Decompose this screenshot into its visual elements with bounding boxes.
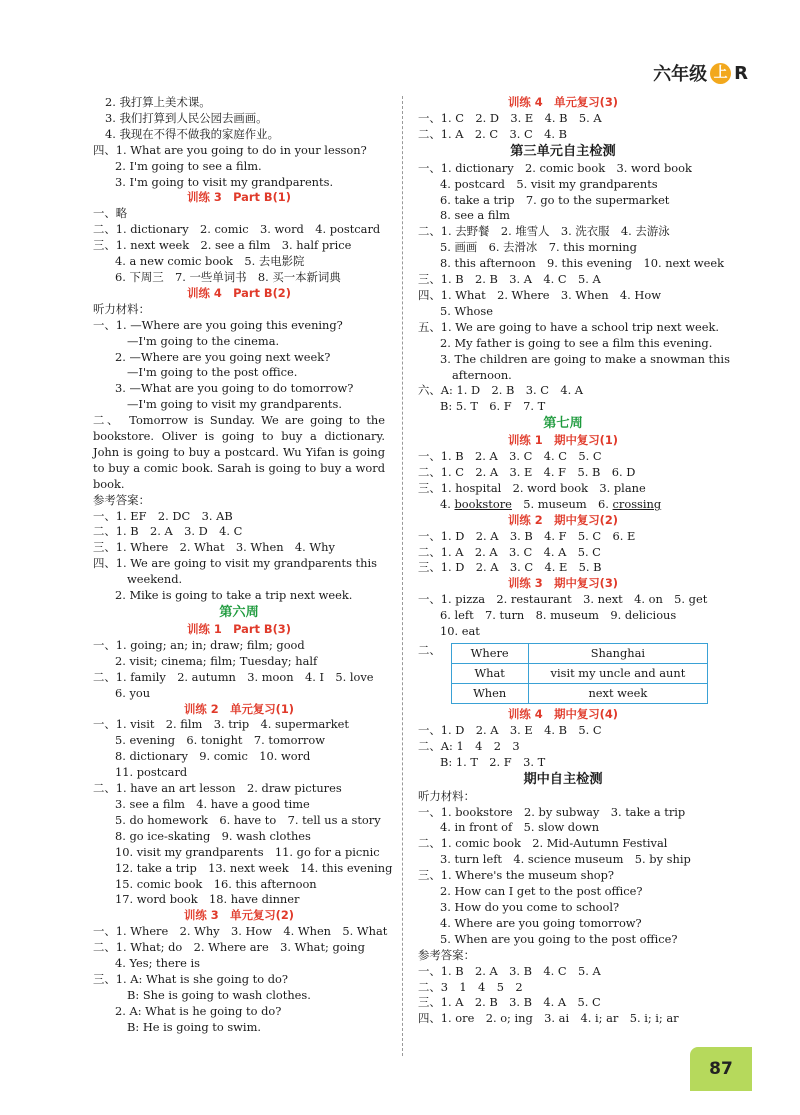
text-line: 参考答案：	[93, 492, 150, 507]
text-line: 一、1. B 2. A 3. B 4. C 5. A	[418, 963, 601, 978]
text-line: —I'm going to the post office.	[127, 365, 298, 380]
text-line: 4. Yes; there is	[115, 956, 201, 971]
text-line: 一、1. D 2. A 3. B 4. F 5. C 6. E	[418, 528, 636, 543]
text-line: 8. this afternoon 9. this evening 10. next week	[440, 256, 725, 271]
text-line: 2. A: What is he going to do?	[115, 1003, 282, 1018]
text-line: 二、1. A 2. C 3. C 4. B	[418, 126, 567, 141]
text-line: 2. 我打算上美术课。	[105, 95, 211, 109]
text-line: 一、1. dictionary 2. comic book 3. word book	[418, 160, 692, 175]
text-line: 3. 我们打算到人民公园去画画。	[105, 110, 268, 125]
section-heading: 训练 1 Part B(3)	[187, 622, 291, 636]
table-block	[418, 643, 708, 704]
text-line: 二、3 1 4 5 2	[418, 979, 523, 994]
text-line: 三、1. A 2. B 3. B 4. A 5. C	[418, 995, 601, 1010]
grade-suffix: R	[734, 62, 748, 84]
text-line: 三、1. Where 2. What 3. When 4. Why	[93, 540, 335, 555]
page-number: 87	[690, 1047, 752, 1091]
text-line: —I'm going to the cinema.	[127, 333, 280, 348]
table-cell: Where	[451, 644, 528, 664]
section-heading: 训练 2 期中复习(2)	[508, 512, 618, 527]
text-line: 4. Where are you going tomorrow?	[440, 915, 642, 930]
text-line: 一、1. visit 2. film 3. trip 4. supermarket	[93, 717, 349, 732]
underlined-word: bookstore	[454, 496, 512, 511]
text-line: 5. When are you going to the post office?	[440, 931, 678, 946]
text-line: 4. postcard 5. visit my grandparents	[440, 176, 658, 191]
midterm-test-heading: 期中自主检测	[523, 771, 603, 787]
listening-paragraph: 二、 Tomorrow is Sunday. We are going to the bookstore. Oliver is going to buy a dictionary. John is going to buy a postcard. Wu Yifan is going to buy a comic book. Sarah is going to buy a word book.	[93, 413, 385, 491]
table-row	[451, 684, 707, 704]
text-line: 四、1. What 2. Where 3. When 4. How	[418, 287, 661, 302]
text-line: 6. left 7. turn 8. museum 9. delicious	[440, 608, 677, 623]
table-cell: Shanghai	[528, 644, 707, 664]
text-line: 一、1. EF 2. DC 3. AB	[93, 508, 233, 523]
text-line: 四、1. ore 2. o; ing 3. ai 4. i; ar 5. i; i; ar	[418, 1011, 679, 1026]
table-row	[451, 664, 707, 684]
column-divider	[402, 96, 403, 1056]
text-line: 二、1. A 2. A 3. C 4. A 5. C	[418, 544, 601, 559]
text-line: B: 5. T 6. F 7. T	[440, 399, 546, 414]
text-line: 四、1. What are you going to do in your lesson?	[93, 142, 367, 157]
text-line: 五、1. We are going to have a school trip next week.	[418, 319, 720, 334]
text-line: 一、1. C 2. D 3. E 4. B 5. A	[418, 110, 602, 125]
text-line: 2. My father is going to see a film this evening.	[440, 335, 713, 350]
text-line: 10. eat	[440, 624, 480, 639]
text-line: 一、1. pizza 2. restaurant 3. next 4. on 5. get	[418, 592, 708, 607]
text-line: 5. evening 6. tonight 7. tomorrow	[115, 733, 325, 748]
text-line: 三、1. B 2. B 3. A 4. C 5. A	[418, 272, 601, 287]
text-line: 三、1. Where's the museum shop?	[418, 868, 615, 883]
text-line: 3. —What are you going to do tomorrow?	[115, 381, 354, 396]
text-line: 一、1. D 2. A 3. E 4. B 5. C	[418, 722, 602, 737]
text-line: 二、1. 去野餐 2. 堆雪人 3. 洗衣服 4. 去游泳	[418, 224, 670, 239]
text-line: 六、A: 1. D 2. B 3. C 4. A	[418, 383, 584, 398]
text-line: 3. How do you come to school?	[440, 899, 620, 914]
text-line: B: He is going to swim.	[127, 1019, 261, 1034]
text-line: 二、1. dictionary 2. comic 3. word 4. postcard	[93, 222, 381, 237]
text-line	[418, 497, 708, 513]
text-line: 三、1. hospital 2. word book 3. plane	[418, 480, 646, 495]
text-line: 二、1. family 2. autumn 3. moon 4. I 5. love	[93, 669, 374, 684]
text-line: afternoon.	[452, 367, 512, 382]
text-line: 2. I'm going to see a film.	[115, 158, 262, 173]
text-line: 3. turn left 4. science museum 5. by ship	[440, 852, 691, 867]
text-line: 10. visit my grandparents 11. go for a picnic	[115, 844, 380, 859]
text-line: 5. Whose	[440, 303, 493, 318]
text-line: B: 1. T 2. F 3. T	[440, 754, 546, 769]
unit-test-heading: 第三单元自主检测	[510, 143, 616, 159]
underlined-word: crossing	[612, 496, 662, 511]
section-heading: 训练 3 Part B(1)	[187, 190, 291, 205]
text-line: 一、略	[93, 206, 128, 221]
text-line: 二、1. C 2. A 3. E 4. F 5. B 6. D	[418, 465, 636, 480]
table-cell: next week	[528, 684, 707, 704]
table-cell: When	[451, 684, 528, 704]
text-line: 二、1. comic book 2. Mid-Autumn Festival	[418, 836, 668, 851]
text-line: 3. The children are going to make a snowman this	[440, 351, 730, 366]
text-line: 8. go ice-skating 9. wash clothes	[115, 828, 311, 843]
text-line: 三、1. next week 2. see a film 3. half price	[93, 238, 352, 253]
grade-prefix: 六年级	[653, 64, 708, 85]
text-line: 6. take a trip 7. go to the supermarket	[440, 192, 670, 207]
text-line: 二、A: 1 4 2 3	[418, 738, 520, 753]
grade-label	[653, 60, 748, 86]
section-heading: 训练 3 期中复习(3)	[508, 576, 618, 591]
text-line: 4. 我现在不得不做我的家庭作业。	[105, 126, 279, 141]
text-line: weekend.	[127, 572, 183, 587]
text-line: 一、1. B 2. A 3. C 4. C 5. C	[418, 449, 602, 464]
text-line: 听力材料：	[93, 301, 150, 316]
week-heading: 第六周	[219, 605, 259, 620]
grade-circle-badge: 上	[710, 63, 731, 84]
text-line: 4. in front of 5. slow down	[440, 820, 600, 835]
section-heading: 训练 4 单元复习(3)	[508, 95, 618, 109]
text-line: 二、	[418, 643, 441, 657]
text-line: 8. see a film	[440, 208, 510, 223]
text-line: 参考答案：	[418, 947, 475, 962]
text-line: 听力材料：	[418, 788, 475, 803]
text-span: 5. museum 6.	[511, 496, 613, 511]
section-heading: 训练 4 期中复习(4)	[508, 707, 618, 721]
answer-table	[451, 643, 708, 704]
text-line: 5. 画画 6. 去滑冰 7. this morning	[440, 240, 637, 255]
text-line: 4. a new comic book 5. 去电影院	[115, 254, 305, 269]
text-line: 二、1. B 2. A 3. D 4. C	[93, 524, 243, 539]
text-line: 15. comic book 16. this afternoon	[115, 876, 317, 891]
text-line: 6. 下周三 7. 一些单词书 8. 买一本新词典	[115, 269, 341, 284]
text-line: —I'm going to visit my grandparents.	[127, 397, 342, 412]
week-heading: 第七周	[543, 416, 583, 432]
text-line: 11. postcard	[115, 765, 188, 780]
text-line: 6. you	[115, 685, 151, 700]
text-line: 一、1. bookstore 2. by subway 3. take a trip	[418, 804, 686, 819]
text-line: 8. dictionary 9. comic 10. word	[115, 749, 311, 764]
text-line: 二、1. What; do 2. Where are 3. What; going	[93, 940, 365, 955]
text-line: 三、1. A: What is she going to do?	[93, 971, 288, 986]
section-heading: 训练 4 Part B(2)	[187, 285, 291, 300]
text-line: B: She is going to wash clothes.	[127, 987, 311, 1002]
text-line: 四、1. We are going to visit my grandparents this	[93, 556, 377, 571]
text-line: 2. How can I get to the post office?	[440, 884, 643, 899]
right-column	[418, 95, 730, 1027]
text-line: 三、1. D 2. A 3. C 4. E 5. B	[418, 560, 602, 575]
section-heading: 训练 2 单元复习(1)	[184, 701, 294, 716]
text-line: 一、1. Where 2. Why 3. How 4. When 5. What	[93, 924, 388, 939]
text-line: 3. I'm going to visit my grandparents.	[115, 174, 334, 189]
table-cell: visit my uncle and aunt	[528, 664, 707, 684]
text-line: 二、1. have an art lesson 2. draw pictures	[93, 781, 342, 796]
text-line: 一、1. —Where are you going this evening?	[93, 317, 343, 332]
text-line: 3. see a film 4. have a good time	[115, 796, 310, 811]
text-span: 4.	[440, 496, 455, 511]
left-column	[93, 95, 393, 1036]
text-line: 2. visit; cinema; film; Tuesday; half	[115, 653, 318, 668]
table-cell: What	[451, 664, 528, 684]
text-line: 2. Mike is going to take a trip next week.	[115, 588, 353, 603]
text-line: 12. take a trip 13. next week 14. this evening	[115, 860, 393, 875]
text-line: 5. do homework 6. have to 7. tell us a story	[115, 812, 381, 827]
text-line: 一、1. going; an; in; draw; film; good	[93, 637, 305, 652]
text-line: 17. word book 18. have dinner	[115, 892, 300, 907]
section-heading: 训练 3 单元复习(2)	[184, 908, 294, 923]
table-row	[451, 644, 707, 664]
section-heading: 训练 1 期中复习(1)	[508, 433, 618, 448]
text-line: 2. —Where are you going next week?	[115, 349, 331, 364]
